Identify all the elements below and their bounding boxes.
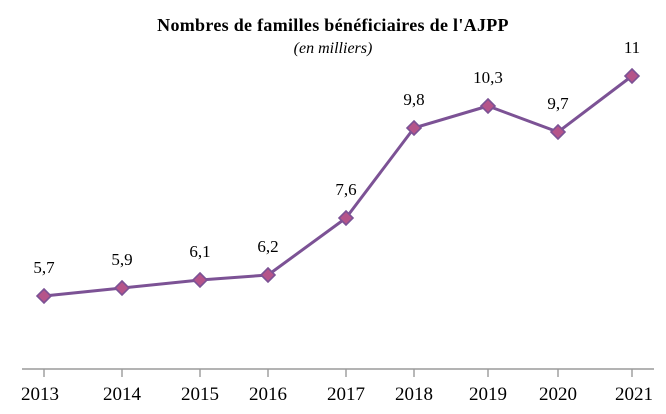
data-label: 7,6 (335, 180, 357, 199)
x-axis-tick-marks (44, 369, 632, 377)
x-tick-label: 2014 (103, 384, 141, 405)
x-tick-label: 2017 (327, 384, 365, 405)
chart-subtitle: (en milliers) (293, 40, 373, 57)
chart-title: Nombres de familles bénéficiaires de l'AJPP (157, 15, 509, 35)
data-label: 6,1 (189, 242, 211, 261)
data-label: 9,8 (403, 90, 425, 109)
data-label: 10,3 (473, 68, 503, 87)
x-tick-label: 2013 (21, 384, 59, 405)
data-label: 11 (623, 38, 641, 57)
x-tick-label: 2015 (181, 384, 219, 405)
x-tick-label: 2016 (249, 384, 287, 405)
data-label: 5,7 (33, 258, 55, 277)
data-label: 5,9 (111, 250, 133, 269)
x-tick-label: 2019 (469, 384, 507, 405)
x-tick-label: 2021 (615, 384, 653, 405)
data-label: 6,2 (257, 237, 279, 256)
x-tick-label: 2018 (395, 384, 433, 405)
data-label: 9,7 (547, 94, 569, 113)
x-tick-label: 2020 (539, 384, 577, 405)
